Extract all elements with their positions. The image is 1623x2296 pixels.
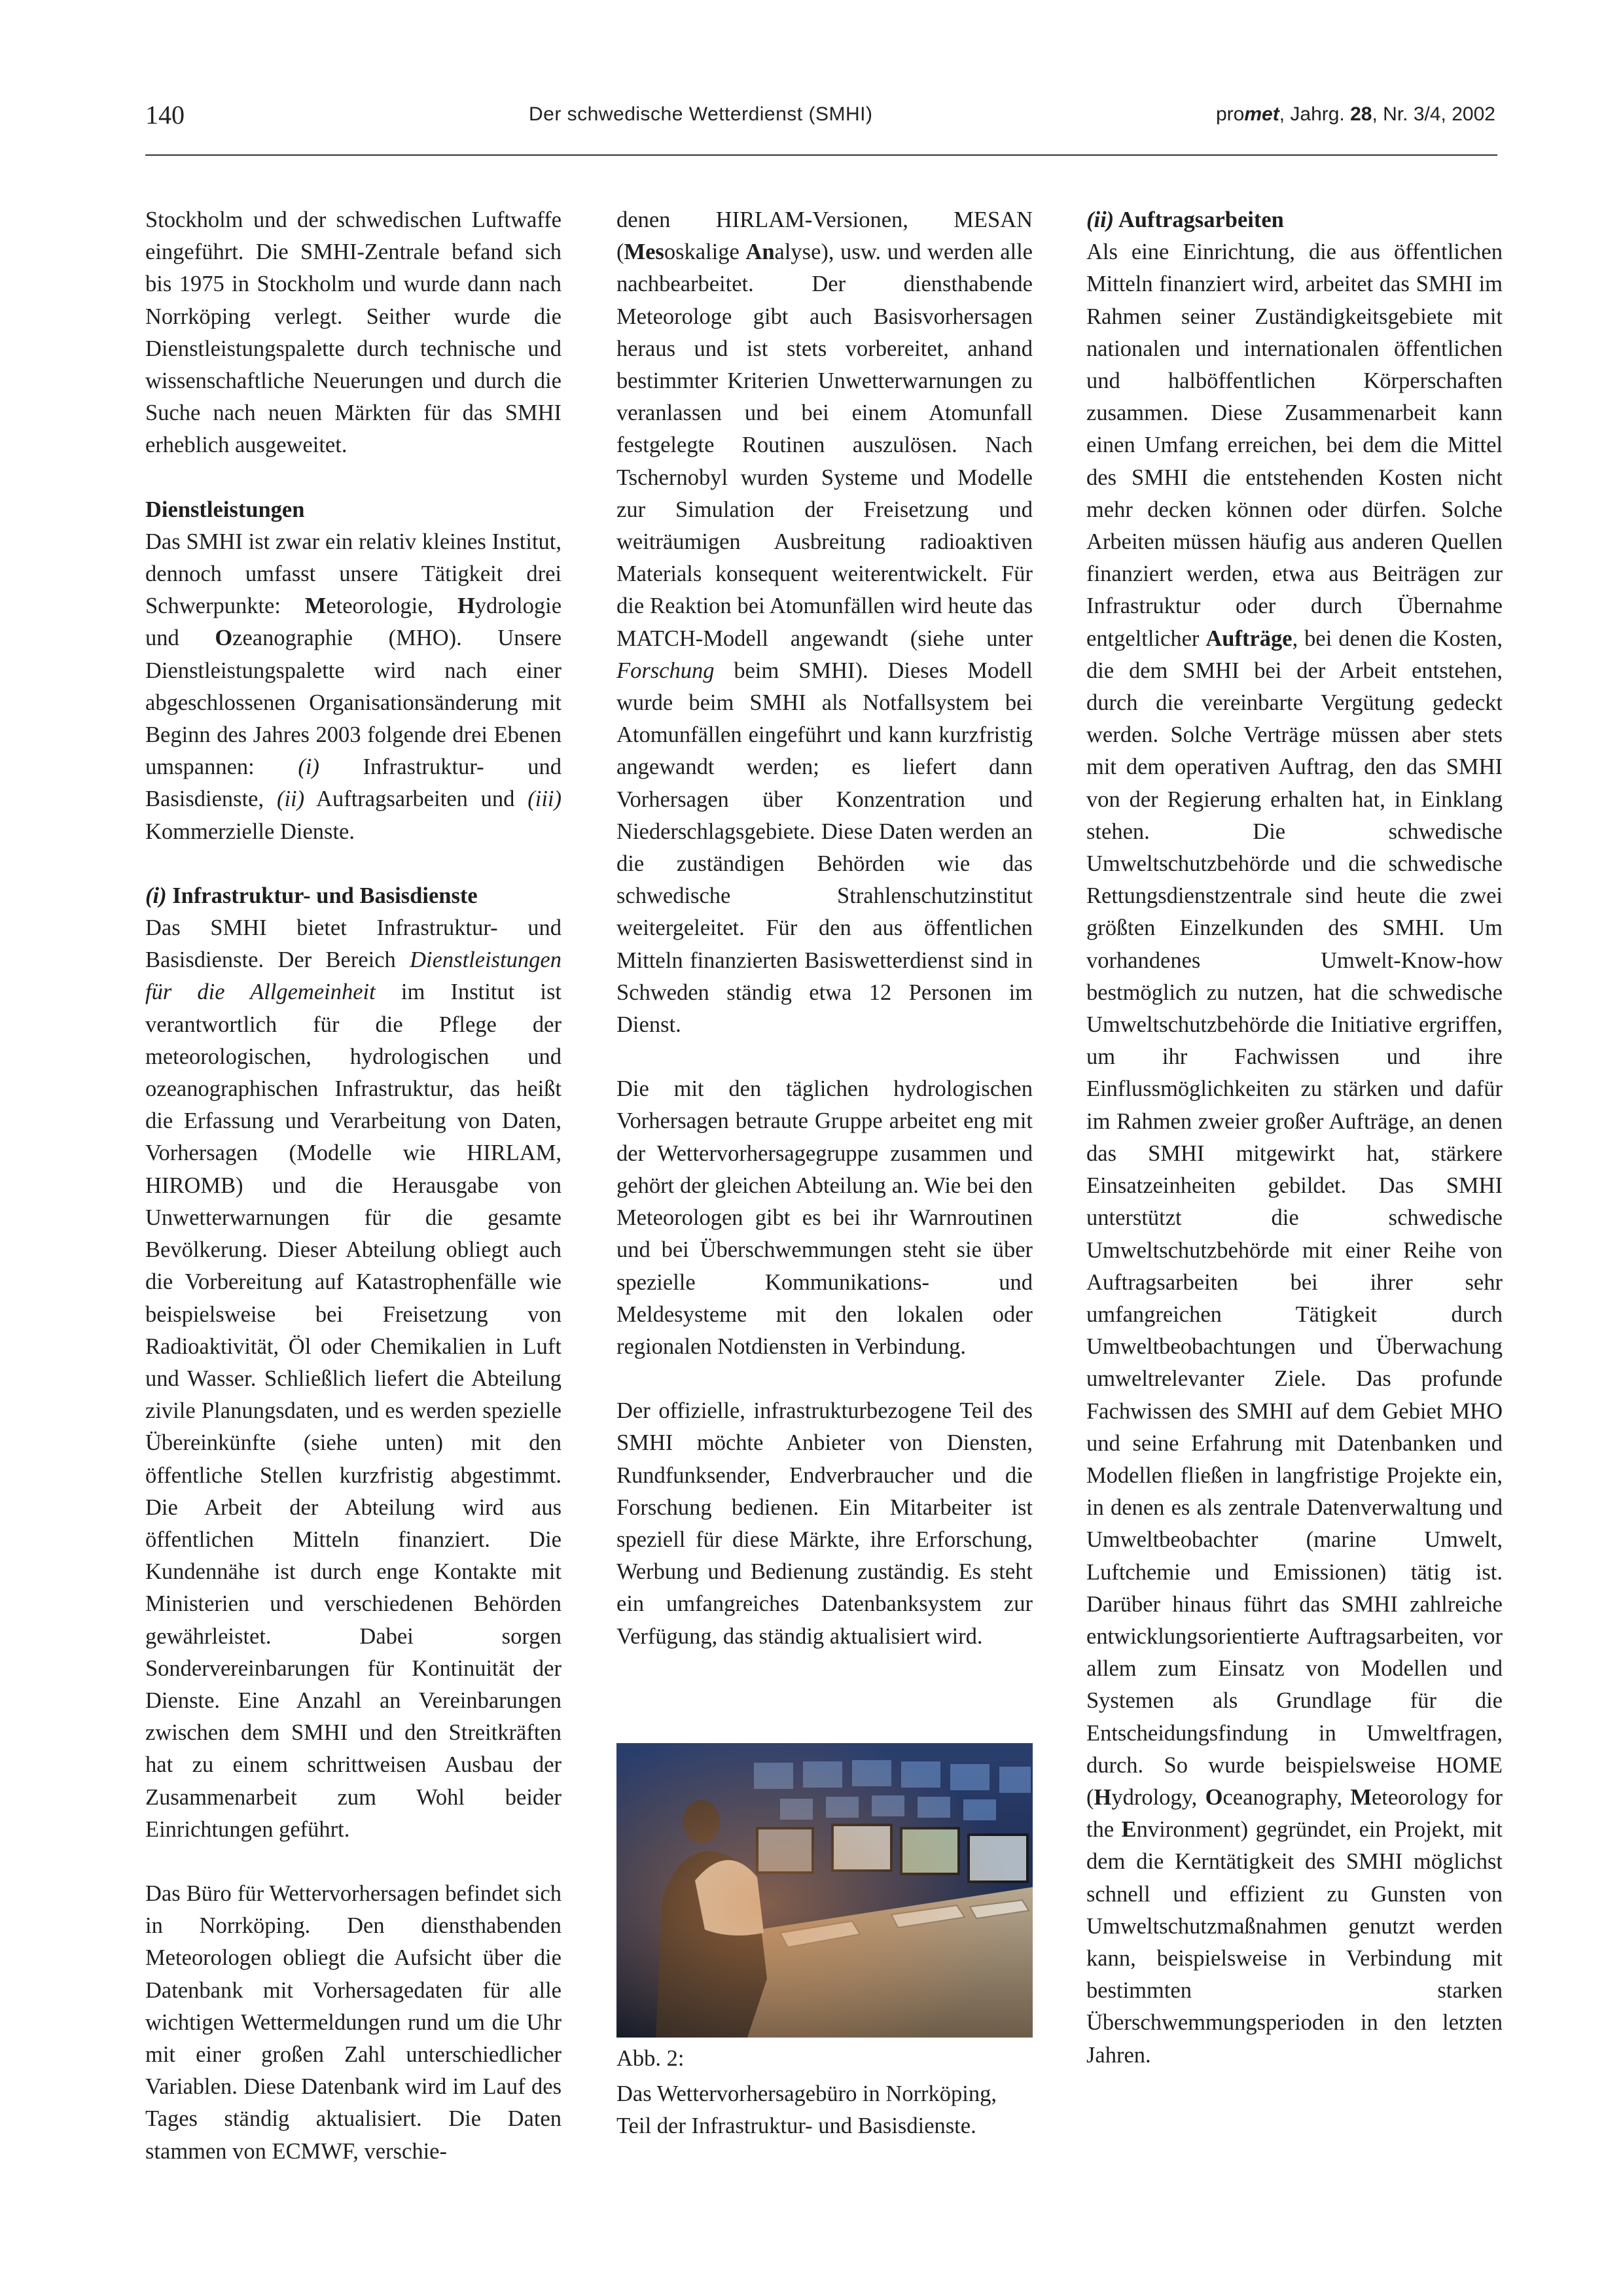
paragraph: Stockholm und der schwedischen Luftwaffe eingeführt. Die SMHI-Zentrale befand sich bis 1975 in Stockholm und wurde dann nach Norrköping verlegt. Seither wurde die Dienstleistungspalette durch technische und wissenschaftliche Neuerungen und durch die Suche nach neuen Märkten für das SMHI erheblich ausgeweitet. (145, 207, 562, 458)
journal-volume: 28 (1350, 103, 1372, 125)
forecast-office-photo (616, 1743, 1033, 2038)
figure-label: Abb. 2: (616, 2046, 685, 2071)
paragraph: Der offizielle, infrastrukturbezogene Teil des SMHI möchte Anbieter von Diensten, Rundfunksender, Endverbraucher und die Forschung bedienen. Ein Mitarbeiter ist speziell für diese Märkte, ihre Erforschung, Werbung und Bedienung zuständig. Es steht ein umfangreiches Datenbanksystem zur Verfügung, das ständig aktualisiert wird. (616, 1398, 1033, 1649)
text-column-1 (145, 204, 562, 2200)
journal-issue: , Nr. 3/4, 2002 (1372, 103, 1495, 125)
section-auftragsarbeiten: (ii) Auftragsarbeiten Als eine Einrichtung, die aus öffentlichen Mitteln finanziert wird, arbeitet das SMHI im Rahmen seiner Zuständigkeitsgebiete mit nationalen und internationalen öffentlichen und halböffentlichen Körperschaften zusammen. Diese Zusammenarbeit kann einen Umfang erreichen, bei dem die Mittel des SMHI die entstehenden Kosten nicht mehr decken können oder dürfen. Solche Arbeiten müssen häufig aus anderen Quellen finanziert werden, etwa aus Beiträgen zur Infrastruktur oder durch Übernahme entgeltlicher Aufträge, bei denen die Kosten, die dem SMHI bei der Arbeit entstehen, durch die vereinbarte Vergütung gedeckt werden. Solche Verträge müssen aber stets mit dem operativen Auftrag, den das SMHI von der Regierung erhalten hat, in Einklang stehen. Die schwedische Umweltschutzbehörde und die schwedische Rettungsdienstzentrale sind heute die zwei größten Einzelkunden des SMHI. Um vorhandenes Umwelt-Know-how bestmöglich zu nutzen, hat die schwedische Umweltschutzbehörde die Initiative ergriffen, um ihr Fachwissen und ihre Einflussmöglichkeiten zu stärken und dafür im Rahmen zweier großer Aufträge, an denen das SMHI mitgewirkt hat, stärkere Einsatzeinheiten gebildet. Das SMHI unterstützt die schwedische Umweltschutzbehörde mit einer Reihe von Auftragsarbeiten bei ihrer sehr umfangreichen Tätigkeit durch Umweltbeobachtungen und Überwachung umweltrelevanter Ziele. Das profunde Fachwissen des SMHI auf dem Gebiet MHO und seine Erfahrung mit Datenbanken und Modellen fließen in langfristige Projekte ein, in denen es als zentrale Datenverwaltung und Umweltbeobachter (marine Umwelt, Luftchemie und Emissionen) tätig ist. Darüber hinaus führt das SMHI zahlreiche entwicklungsorientierte Auftragsarbeiten, vor allem zum Einsatz von Modellen und Systemen als Grundlage für die Entscheidungsfindung in Umweltfragen, durch. So wurde beispielsweise HOME (Hydrology, Oceanography, Meteorology for the Environment) gegründet, ein Projekt, mit dem die Kerntätigkeit des SMHI möglichst schnell und effizient zu Gunsten von Umweltschutzmaßnahmen genutzt werden kann, beispielsweise in Verbindung mit bestimmten starken Überschwemmungsperioden in den letzten Jahren. (1086, 204, 1503, 2072)
figure-caption: Das Wettervorhersagebüro in Norrköping, Teil der Infrastruktur- und Basisdienste. (616, 2081, 997, 2138)
journal-name-met: met (1244, 103, 1279, 125)
text-column-2 (616, 204, 1033, 1685)
section-heading: Dienstleistungen (145, 497, 305, 522)
paragraph: Das Büro für Wettervorhersagen befindet sich in Norrköping. Den diensthabenden Meteorologen obliegt die Aufsicht über die Datenbank mit Vorhersagedaten für alle wichtigen Wettermeldungen rund um die Uhr mit einer großen Zahl unterschiedlicher Variablen. Diese Datenbank wird im Lauf des Tages ständig aktualisiert. Die Daten stammen von ECMWF, verschie- (145, 1881, 562, 2164)
section-heading: (i) Infrastruktur- und Basisdienste (145, 883, 478, 908)
section-heading: (ii) Auftragsarbeiten (1086, 207, 1284, 232)
page-number: 140 (145, 100, 185, 130)
photo-illustration (616, 1743, 1033, 2038)
paragraph: Die mit den täglichen hydrologischen Vorhersagen betraute Gruppe arbeitet eng mit der Wettervorhersagegruppe zusammen und gehört der gleichen Abteilung an. Wie bei den Meteorologen gibt es bei ihr Warnroutinen und bei Überschwemmungen steht sie über spezielle Kommunikations- und Meldesysteme mit den lokalen oder regionalen Notdiensten in Verbindung. (616, 1076, 1033, 1359)
section-infrastruktur: (i) Infrastruktur- und Basisdienste Das SMHI bietet Infrastruktur- und Basisdienste. Der Bereich Dienstleistungen für die Allgemeinheit im Institut ist verantwortlich für die Pflege der meteorologischen, hydrologischen und ozeanographischen Infrastruktur, das heißt die Erfassung und Verarbeitung von Daten, Vorhersagen (Modelle wie HIRLAM, HIROMB) und die Herausgabe von Unwetterwarnungen für die gesamte Bevölkerung. Dieser Abteilung obliegt auch die Vorbereitung auf Katastrophenfälle wie beispielsweise bei Freisetzung von Radioaktivität, Öl oder Chemikalien in Luft und Wasser. Schließlich liefert die Abteilung zivile Planungsdaten, und es werden spezielle Übereinkünfte (siehe unten) mit den öffentliche Stellen kurzfristig abgestimmt. Die Arbeit der Abteilung wird aus öffentlichen Mitteln finanziert. Die Kundennähe ist durch enge Kontakte mit Ministerien und verschiedenen Behörden gewährleistet. Dabei sorgen Sondervereinbarungen für Kontinuität der Dienste. Eine Anzahl an Vereinbarungen zwischen dem SMHI und den Streitkräften hat zu einem schrittweisen Ausbau der Zusammenarbeit zum Wohl beider Einrichtungen geführt. (145, 880, 562, 1846)
header-rule (145, 154, 1497, 156)
journal-citation (1216, 103, 1495, 126)
journal-name-pro: pro (1216, 103, 1245, 125)
running-title: Der schwedische Wetterdienst (SMHI) (529, 103, 873, 125)
section-dienstleistungen: Dienstleistungen Das SMHI ist zwar ein relativ kleines Institut, dennoch umfasst unsere Tätigkeit drei Schwerpunkte: Meteorologie, Hydrologie und Ozeanographie (MHO). Unsere Dienstleistungspalette wird nach einer abgeschlossenen Organisationsänderung mit Beginn des Jahres 2003 folgende drei Ebenen umspannen: (i) Infrastruktur- und Basisdienste, (ii) Auftragsarbeiten und (iii) Kommerzielle Dienste. (145, 494, 562, 848)
paragraph: denen HIRLAM-Versionen, MESAN (Mesoskalige Analyse), usw. und werden alle nachbearbeitet. Der diensthabende Meteorologe gibt auch Basisvorhersagen heraus und ist stets vorbereitet, anhand bestimmter Kriterien Unwetterwarnungen zu veranlassen und bei einem Atomunfall festgelegte Routinen auszulösen. Nach Tschernobyl wurden Systeme und Modelle zur Simulation der Freisetzung und weiträumigen Ausbreitung radioaktiven Materials konsequent weiterentwickelt. Für die Reaktion bei Atomunfällen wird heute das MATCH-Modell angewandt (siehe unter Forschung beim SMHI). Dieses Modell wurde beim SMHI als Notfallsystem bei Atomunfällen eingeführt und kann kurzfristig angewandt werden; es liefert dann Vorhersagen über Konzentration und Niederschlagsgebiete. Diese Daten werden an die zuständigen Behörden wie das schwedische Strahlenschutzinstitut weitergeleitet. Für den aus öffentlichen Mitteln finanzierten Basiswetterdienst sind in Schweden ständig etwa 12 Personen im Dienst. (616, 207, 1033, 1038)
journal-text: , Jahrg. (1279, 103, 1351, 125)
text-column-3 (1086, 204, 1503, 2104)
